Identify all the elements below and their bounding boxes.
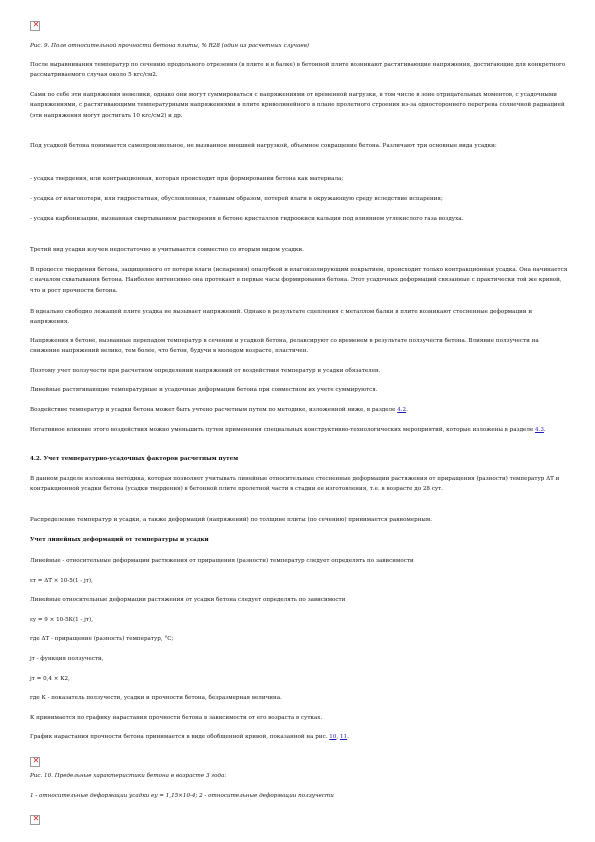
broken-image-icon — [30, 21, 40, 31]
broken-image-fig11 — [30, 810, 570, 829]
broken-image-icon — [30, 757, 40, 767]
link-section-4-3[interactable]: 4.3 — [534, 427, 544, 433]
paragraph: Поэтому учет ползучести при расчетном определении напряжений от воздействия температур и усадки обязателен. — [30, 368, 381, 374]
link-section-4-2[interactable]: 4.2 — [397, 407, 407, 413]
paragraph-text: График нарастания прочности бетона принимается в виде обобщенной кривой, показанной на рис. — [30, 734, 330, 740]
paragraph: Воздействие температур и усадки бетона может быть учтено расчетным путем по методике, изложенной ниже, в разделе 4.2. — [30, 407, 408, 413]
period: . — [347, 734, 349, 740]
paragraph: где К - показатель ползучести, усадки и прочности бетона, безразмерная величина. — [30, 695, 282, 701]
paragraph-text: Воздействие температур и усадки бетона может быть учтено расчетным путем по методике, изложенной ниже, в разделе — [30, 407, 398, 413]
section-heading: 4.2. Учет температурно-усадочных факторов расчетным путем — [30, 456, 239, 462]
paragraph: К принимается по графику нарастания прочности бетона в зависимости от его возраста в сутках. — [30, 715, 323, 721]
paragraph-text: Негативное влияние этого воздействия можно уменьшить путем применения специальных конструктивно-технологических мероприятий, которые изложены в разделе — [30, 427, 535, 433]
paragraph: В процессе твердения бетона, защищенного от потери влаги (испарения) опалубкой и влагоизолирующим покрытием, происходит только контракционная усадка. Она начинается с началом схватывания бетона. Наиболее интенсивно она протекает в первые часы формирования бетона. Этот усадочных деформаций связанные с практически той же кривой, что и рост прочности бетона. — [30, 267, 568, 294]
paragraph: В идеально свободно лежащей плите усадка не вызывает напряжений. Однако в результате сцепления с металлом балки в плите возникают стесненные деформации и напряжения. — [30, 309, 533, 326]
link-figure-11[interactable]: 11 — [339, 734, 348, 740]
broken-image-icon — [30, 815, 40, 825]
paragraph: После выравнивания температур по сечению продольного отрезения (в плите и в балке) в бетонной плите возникают растягивающие напряжения, достигающие для конкретного рассматриваемого случая около 5 кгс/см2. — [30, 62, 566, 79]
subheading: Учет линейных деформаций от температуры и усадки — [30, 537, 209, 543]
paragraph: Линейные - относительные деформации растяжения от приращения (разности) температур следует определять по зависимости — [30, 558, 414, 564]
formula: εт = ΔT × 10-5(1 - jт), — [30, 578, 93, 584]
paragraph: Распределение температур и усадки, а также деформаций (напряжений) по толщине плиты (по сечению) принимается равномерным. — [30, 517, 433, 523]
list-item: - усадка карбонизации, вызванная свертыванием растворения в бетоне кристаллов гидроокиси кальция под влиянием углекислого газа воздуха. — [30, 216, 464, 222]
paragraph: Линейные растягивающие температурные и усадочные деформации бетона при совместном их учете суммируются. — [30, 387, 378, 393]
figure-9-caption: Рис. 9. Поле относительной прочности бетона плиты, % R28 (один из расчетных случаев) — [30, 43, 310, 49]
broken-image-fig9 — [30, 16, 570, 35]
paragraph: Напряжения в бетоне, вызванные перепадом температур в сечении и усадкой бетона, релаксируют со временем в результате ползучести бетона. Влияние ползучести на снижение напряжений велико, тем более, что бетон, будучи в молодом возрасте, пластичен. — [30, 338, 539, 355]
paragraph: Третий вид усадки изучен недостаточно и учитывается совместно со вторым видом усадки. — [30, 247, 304, 253]
paragraph: Линейные относительные деформации растяжения от усадки бетона следует определять по зависимости — [30, 597, 346, 603]
paragraph: jт - функция ползучести, — [30, 656, 104, 662]
paragraph: Сами по себе эти напряжения невелики, однако они могут суммироваться с напряжениями от временной нагрузки, в том числе в зоне отрицательных моментов, с усадочными напряжениями, с растягивающими температурными напряжениями в плите криволинейного в плане пролетного строения из-за одностороннего перегрева солнечной радиацией (эти напряжения могут достигать 10 кгс/см2) и др. — [30, 92, 565, 119]
separator: , — [336, 734, 340, 740]
paragraph: Негативное влияние этого воздействия можно уменьшить путем применения специальных конструктивно-технологических мероприятий, которые изложены в разделе 4.3. — [30, 427, 546, 433]
paragraph: где ΔT - приращение (разность) температур, °С; — [30, 636, 174, 642]
paragraph: Под усадкой бетона понимается самопроизвольное, не вызванное внешней нагрузкой, объемное сокращение бетона. Различают три основные вида усадки: — [30, 143, 497, 149]
list-item: - усадка твердения, или контракционная, которая происходит при формировании бетона как материала; — [30, 176, 344, 182]
broken-image-fig10 — [30, 752, 570, 771]
link-figure-10[interactable]: 10 — [329, 734, 337, 740]
paragraph — [30, 732, 570, 742]
figure-10-caption: Рис. 10. Предельные характеристики бетона в возрасте 3 года: — [30, 773, 227, 779]
figure-10-legend: 1 - относительные деформации усадки ey = 1,15×10-4; 2 - относительные деформации ползучести — [30, 793, 334, 799]
formula: jт = 0,4 × К2, — [30, 676, 70, 682]
paragraph: В данном разделе изложена методика, которая позволяет учитывать линейные относительные стесненные деформации растяжения от приращения (разности) температур ΔT и контракционной усадки бетона (усадки твердения) в бетонной плите пролетной части в стадии ее изготовления, т.е. в возрасте до 28 сут. — [30, 476, 560, 493]
list-item: - усадка от влагопотери, или гидростатная, обусловленная, главным образом, потерей влаги в окружающую среду вследствие испарения; — [30, 196, 443, 202]
formula: εy = 9 × 10-5К(1 - jт), — [30, 617, 93, 623]
